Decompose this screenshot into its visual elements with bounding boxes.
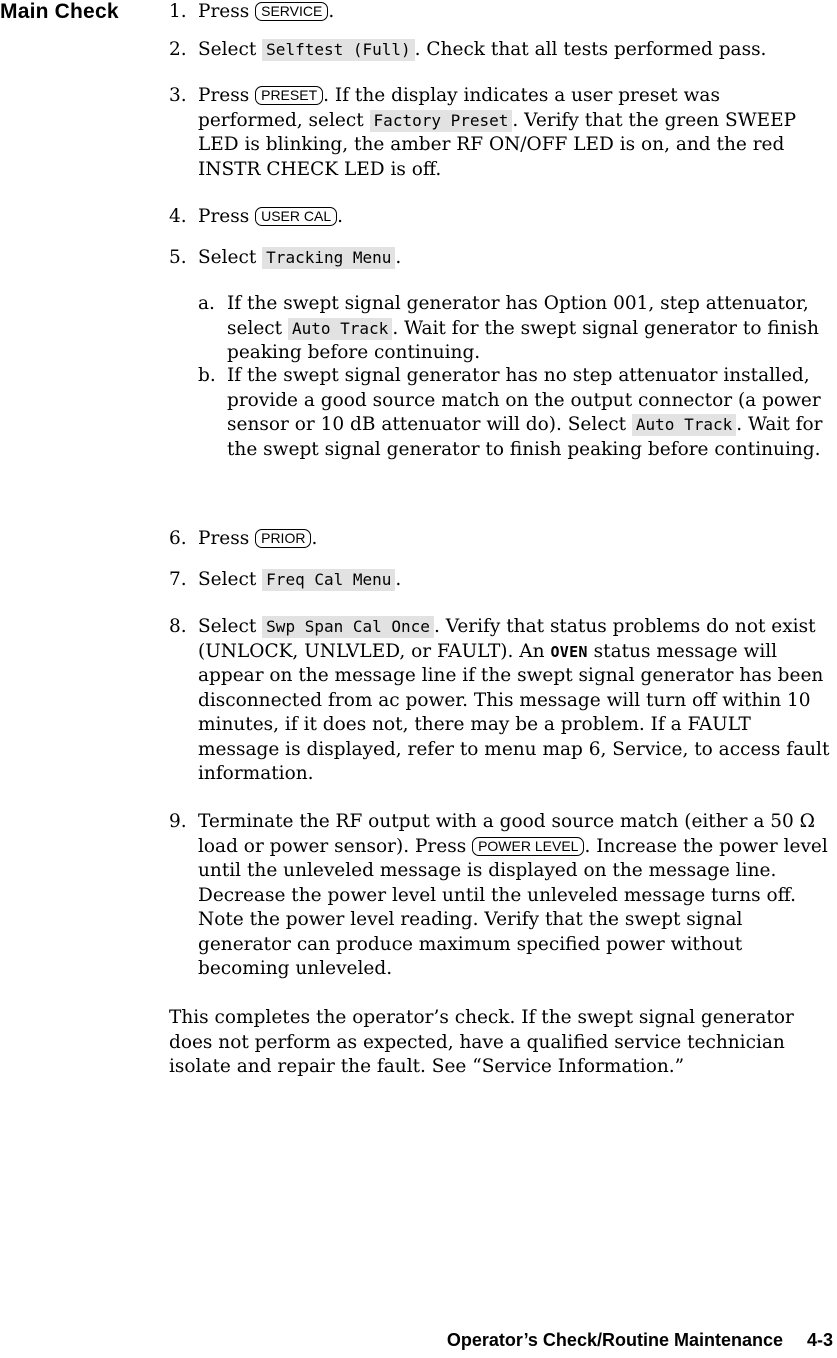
step-1: 1. Press SERVICE . — [169, 0, 837, 25]
step-5b: b. If the swept signal generator has no step attenuator installed, provide a good source match on the output connector (a power sensor or 10 dB attenuator will do). Select Auto Track . Wait for the swept signal generator to finish peaking before continuing. — [198, 365, 823, 460]
step-number: 6. — [169, 528, 187, 549]
step-number: 5. — [169, 247, 187, 268]
step-5: 5. Select Tracking Menu . — [169, 246, 837, 271]
step-9: 9. Terminate the RF output with a good source match (either a 50 Ω load or power sensor). Press POWER LEVEL . Increase the power level until the unleveled message is displayed on the message line. Decrease the power level until the unleveled message turns off. Note the power level reading. Verify that the swept signal generator can produce maximum specified power without becoming unleveled. — [169, 811, 828, 979]
step-3: 3. Press PRESET . If the display indicates a user preset was performed, select Factory Preset . Verify that the green SWEEP LED is blinking, the amber RF ON/OFF LED is on, and the red INSTR CHECK LED is off. — [169, 85, 797, 180]
freq-cal-menu-softkey[interactable]: Freq Cal Menu — [262, 569, 395, 591]
preset-key[interactable]: PRESET — [255, 86, 323, 105]
step-number: 8. — [169, 616, 187, 637]
step-letter: a. — [198, 293, 215, 314]
step-number: 9. — [169, 811, 187, 832]
step-7: 7. Select Freq Cal Menu . — [169, 568, 837, 593]
selftest-full-softkey[interactable]: Selftest (Full) — [262, 39, 415, 61]
tracking-menu-softkey[interactable]: Tracking Menu — [262, 247, 395, 269]
service-key[interactable]: SERVICE — [255, 2, 328, 21]
auto-track-softkey[interactable]: Auto Track — [288, 318, 392, 340]
step-4: 4. Press USER CAL . — [169, 205, 837, 230]
step-2: 2. Select Selftest (Full) . Check that all tests performed pass. — [169, 38, 837, 63]
step-8: 8. Select Swp Span Cal Once . Verify that status problems do not exist (UNLOCK, UNLVLED, or FAULT). An OVEN status message will appear on the message line if the swept signal generator has been disconnected from ac power. This message will turn off within 10 minutes, if it does not, there may be a problem. If a FAULT message is displayed, refer to menu map 6, Service, to access fault information. — [169, 616, 830, 784]
page-number: 4-3 — [806, 1330, 833, 1350]
step-number: 2. — [169, 39, 187, 60]
power-level-key[interactable]: POWER LEVEL — [472, 837, 584, 856]
closing-paragraph: This completes the operator’s check. If the swept signal generator does not perform as expected, have a qualified service technician isolate and repair the fault. See “Service Information.” — [169, 1007, 794, 1077]
footer-title: Operator’s Check/Routine Maintenance — [446, 1330, 783, 1350]
step-number: 1. — [169, 1, 187, 22]
swp-span-cal-once-softkey[interactable]: Swp Span Cal Once — [262, 616, 434, 638]
step-6: 6. Press PRIOR . — [169, 527, 837, 552]
step-letter: b. — [198, 365, 216, 386]
factory-preset-softkey[interactable]: Factory Preset — [370, 110, 513, 132]
section-heading: Main Check — [0, 0, 119, 23]
oven-status-message: OVEN — [550, 642, 588, 661]
user-cal-key[interactable]: USER CAL — [255, 207, 337, 226]
step-number: 7. — [169, 569, 187, 590]
auto-track-softkey[interactable]: Auto Track — [632, 414, 736, 436]
page-footer — [447, 1330, 833, 1351]
prior-key[interactable]: PRIOR — [255, 529, 311, 548]
step-5a: a. If the swept signal generator has Option 001, step attenuator, select Auto Track . Wait for the swept signal generator to finish peaking before continuing. — [198, 293, 819, 363]
step-number: 3. — [169, 85, 187, 106]
step-number: 4. — [169, 206, 187, 227]
